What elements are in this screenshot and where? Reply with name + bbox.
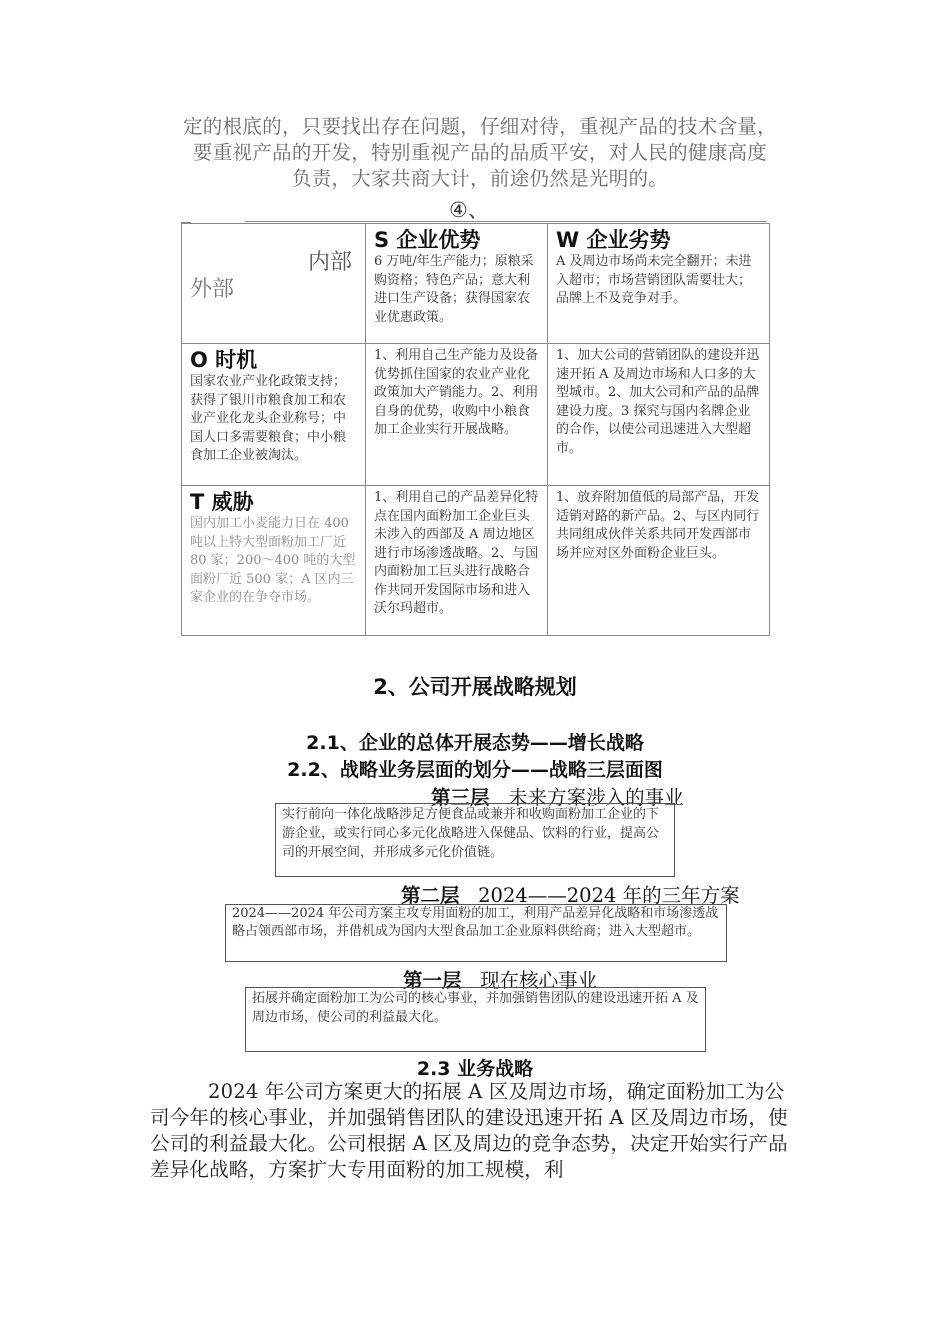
so-strategy-text: 1、利用自己生产能力及设备优势抓住国家的农业产业化政策加大产销能力。2、利用自身的优势，收购中小粮食加工企业实行开展战略。: [374, 348, 539, 437]
table-top-rule: [245, 221, 767, 222]
strengths-text: 6 万吨/年生产能力；原粮采购资格；特色产品；意大利进口生产设备；获得国家农业优惠政策。: [374, 254, 534, 325]
swot-corner-cell: [182, 224, 366, 344]
corner-outer-label: 外部: [190, 277, 235, 302]
intro-line-1: 定的根底的，只要找出存在问题，仔细对待，重视产品的技术含量，: [182, 115, 777, 138]
layer-3-desc: 未来方案涉入的事业: [508, 786, 684, 809]
section-2-3-paragraph: [150, 1079, 800, 1183]
corner-inner-label: 内部: [307, 250, 352, 275]
intro-line-2: 要重视产品的开发，特别重视产品的品质平安，对人民的健康高度: [192, 141, 768, 164]
weaknesses-text: A 及周边市场尚未完全翻开；未进入超市；市场营销团队需要壮大；品牌上不及竞争对手。: [556, 254, 752, 306]
st-strategy-cell: [366, 486, 548, 636]
layer-1-desc: 现在核心事业: [480, 969, 598, 992]
layer-3-label: 第三层: [431, 786, 490, 809]
threats-title: T 威胁: [190, 490, 254, 514]
section-2-1-title: 2.1、企业的总体开展态势——增长战略: [306, 732, 644, 754]
section-2-3-title: 2.3 业务战略: [416, 1058, 534, 1080]
so-strategy-cell: [366, 344, 548, 486]
threats-cell: [182, 486, 366, 636]
weaknesses-title: W 企业劣势: [556, 228, 671, 252]
wt-strategy-text: 1、放弃附加值低的局部产品，开发适销对路的新产品。2、与区内同行共同组成伙伴关系共同开发西部市场并应对区外面粉企业巨头。: [556, 490, 760, 561]
opportunities-cell: [182, 344, 366, 486]
section-2-2-title: 2.2、战略业务层面的划分——战略三层面图: [287, 759, 663, 781]
weaknesses-cell: [548, 224, 770, 344]
wt-strategy-cell: [548, 486, 770, 636]
layer-1-label: 第一层: [403, 969, 462, 992]
layer-2-desc: 2024——2024 年的三年方案: [478, 884, 740, 907]
strengths-cell: [366, 224, 548, 344]
section-marker: ④、: [449, 198, 489, 222]
threats-text: 国内加工小麦能力日在 400 吨以上特大型面粉加工厂近 80 家；200～400 吨的大型面粉厂近 500 家；A 区内三家企业的在争夺市场。: [190, 516, 356, 605]
layer-3-box: 实行前向一体化战略涉足方便食品或兼并和收购面粉加工企业的下游企业，或实行同心多元化战略进入保健品、饮料的行业，提高公司的开展空间，并形成多元化价值链。: [275, 803, 675, 877]
strengths-title: S 企业优势: [374, 228, 481, 252]
wo-strategy-text: 1、加大公司的营销团队的建设并迅速开拓 A 及周边市场和人口多的大型城市。2、加大公司和产品的品牌建设力度。3 探究与国内名牌企业的合作，以使公司迅速进入大型超市。: [556, 348, 760, 456]
wo-strategy-cell: [548, 344, 770, 486]
section-2-3-text: 2024 年公司方案更大的拓展 A 区及周边市场，确定面粉加工为公司今年的核心事业，并加强销售团队的建设迅速开拓 A 区及周边市场，使公司的利益最大化。公司根据 A 区及周边的竞争态势，决定开始实行产品差异化战略，方案扩大专用面粉的加工规模，利: [150, 1080, 788, 1181]
st-strategy-text: 1、利用自己的产品差异化特点在国内面粉加工企业巨头未涉入的西部及 A 周边地区进行市场渗透战略。2、与国内面粉加工巨头进行战略合作共同开发国际市场和进入沃尔玛超市。: [374, 490, 539, 616]
layer-2-label: 第二层: [401, 884, 460, 907]
intro-paragraph: [150, 114, 810, 192]
layer-1-box: 拓展并确定面粉加工为公司的核心事业，并加强销售团队的建设迅速开拓 A 及周边市场，使公司的利益最大化。: [245, 987, 706, 1052]
section-2-title: 2、公司开展战略规划: [373, 675, 577, 699]
swot-table: [181, 223, 770, 636]
opportunities-title: O 时机: [190, 348, 258, 372]
intro-line-3: 负责，大家共商大计，前途仍然是光明的。: [291, 167, 669, 190]
layer-2-box: 2024——2024 年公司方案主攻专用面粉的加工，利用产品差异化战略和市场渗透战略占领西部市场，并借机成为国内大型食品加工企业原料供给商；进入大型超市。: [225, 904, 727, 962]
opportunities-text: 国家农业产业化政策支持；获得了银川市粮食加工和农业产业化龙头企业称号；中国人口多需要粮食；中小粮食加工企业被淘汰。: [190, 374, 347, 463]
